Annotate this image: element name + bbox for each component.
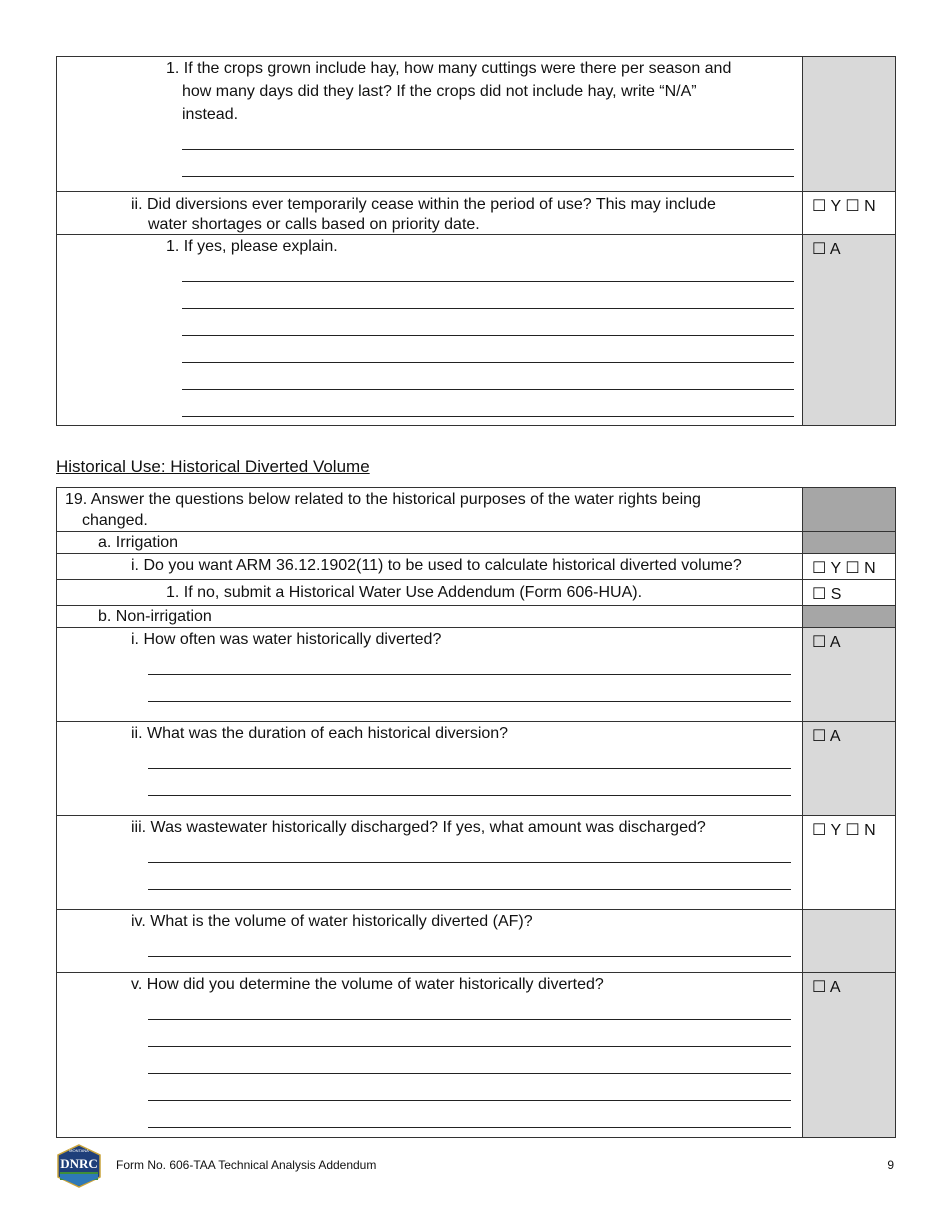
logo-text: DNRC — [60, 1156, 98, 1171]
answer-line[interactable] — [148, 1101, 791, 1128]
reviewer-box — [803, 910, 896, 973]
yes-no-checkbox[interactable]: ☐ Y ☐ N — [803, 554, 896, 580]
question-text: 1. If no, submit a Historical Water Use Addendum (Form 606-HUA). — [166, 584, 643, 601]
question-text: i. How often was water historically diverted? — [131, 631, 442, 648]
s-checkbox[interactable]: ☐ S — [803, 580, 896, 606]
section-title: Historical Use: Historical Diverted Volume — [56, 457, 370, 476]
question-text: how many days did they last? If the crops did not include hay, write “N/A” — [182, 83, 697, 100]
question-text: v. How did you determine the volume of water historically diverted? — [131, 976, 604, 993]
reviewer-box — [803, 57, 896, 192]
answer-lines[interactable] — [182, 123, 794, 177]
answer-line[interactable] — [148, 769, 791, 796]
answer-lines[interactable] — [148, 648, 791, 702]
a-checkbox[interactable]: ☐ A — [803, 235, 896, 426]
question-text: instead. — [182, 106, 239, 123]
question-text: ii. Did diversions ever temporarily cease within the period of use? This may include — [131, 196, 716, 213]
logo-subtext: MONTANA — [69, 1148, 89, 1153]
a-checkbox[interactable]: ☐ A — [803, 973, 896, 1138]
question-text: 19. Answer the questions below related to the historical purposes of the water rights being — [65, 491, 701, 508]
how-often-question — [57, 628, 803, 722]
a-checkbox[interactable]: ☐ A — [803, 722, 896, 816]
irrigation-heading — [57, 532, 803, 554]
historical-volume-table — [56, 487, 896, 1138]
page-number: 9 — [887, 1158, 894, 1172]
answer-line[interactable] — [148, 1020, 791, 1047]
reviewer-box — [803, 532, 896, 554]
determine-volume-question — [57, 973, 803, 1138]
continued-question-table — [56, 56, 896, 426]
answer-line[interactable] — [148, 1047, 791, 1074]
reviewer-box — [803, 488, 896, 532]
answer-line[interactable] — [148, 863, 791, 890]
answer-line[interactable] — [148, 648, 791, 675]
wastewater-question — [57, 816, 803, 910]
answer-line[interactable] — [148, 930, 791, 957]
question-text: iii. Was wastewater historically discharged? If yes, what amount was discharged? — [131, 819, 706, 836]
reviewer-box — [803, 606, 896, 628]
question-text: i. Do you want ARM 36.12.1902(11) to be used to calculate historical diverted volume? — [131, 557, 742, 574]
answer-lines[interactable] — [148, 742, 791, 796]
answer-lines[interactable] — [148, 836, 791, 890]
hua-question — [57, 580, 803, 606]
arm-question — [57, 554, 803, 580]
heading-text: a. Irrigation — [98, 534, 179, 551]
answer-line[interactable] — [148, 993, 791, 1020]
answer-line[interactable] — [182, 282, 794, 309]
question-text: changed. — [82, 512, 148, 529]
answer-line[interactable] — [148, 675, 791, 702]
answer-line[interactable] — [148, 742, 791, 769]
dnrc-logo — [56, 1144, 102, 1188]
non-irrigation-heading — [57, 606, 803, 628]
answer-line[interactable] — [182, 390, 794, 417]
hay-cuttings-question — [57, 57, 803, 192]
explain-question — [57, 235, 803, 426]
question-text: 1. If the crops grown include hay, how many cuttings were there per season and — [166, 60, 732, 77]
answer-lines[interactable] — [182, 255, 794, 417]
diversions-cease-question — [57, 192, 803, 235]
answer-line[interactable] — [148, 836, 791, 863]
answer-line[interactable] — [182, 309, 794, 336]
question-text: 1. If yes, please explain. — [166, 238, 338, 255]
form-label: Form No. 606-TAA Technical Analysis Addendum — [116, 1158, 377, 1172]
question-text: iv. What is the volume of water historically diverted (AF)? — [131, 913, 533, 930]
duration-question — [57, 722, 803, 816]
answer-lines[interactable] — [148, 993, 791, 1128]
a-checkbox[interactable]: ☐ A — [803, 628, 896, 722]
answer-lines[interactable] — [148, 930, 791, 957]
answer-line[interactable] — [148, 1074, 791, 1101]
question-text: ii. What was the duration of each historical diversion? — [131, 725, 509, 742]
answer-line[interactable] — [182, 123, 794, 150]
heading-text: b. Non-irrigation — [98, 608, 212, 625]
question-19 — [57, 488, 803, 532]
answer-line[interactable] — [182, 150, 794, 177]
answer-line[interactable] — [182, 363, 794, 390]
answer-line[interactable] — [182, 255, 794, 282]
yes-no-checkbox[interactable]: ☐ Y ☐ N — [803, 192, 896, 235]
yes-no-checkbox[interactable]: ☐ Y ☐ N — [803, 816, 896, 910]
volume-question — [57, 910, 803, 973]
answer-line[interactable] — [182, 336, 794, 363]
question-text: water shortages or calls based on priority date. — [148, 216, 480, 233]
